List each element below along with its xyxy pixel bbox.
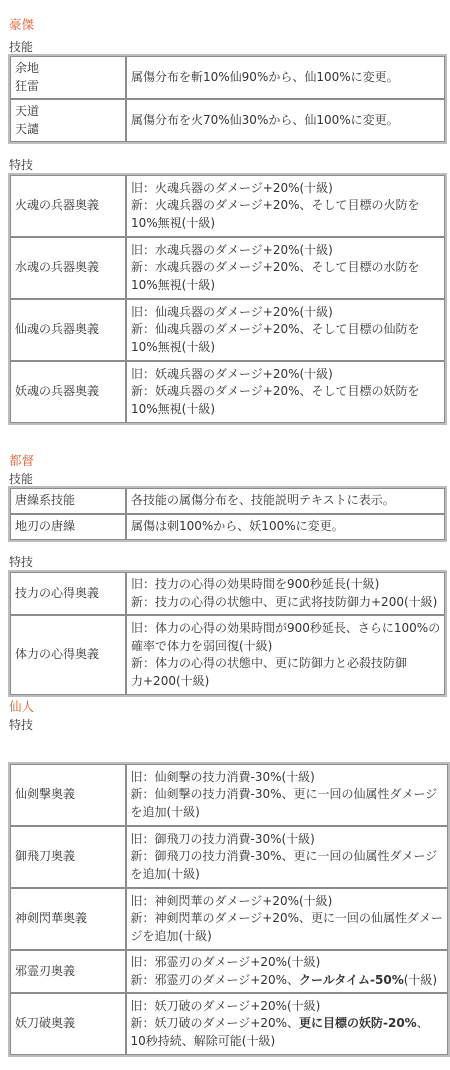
tokugi-desc-cell <box>126 175 445 237</box>
tokugi-table-sennin <box>8 762 450 1057</box>
desc-line-new-cont: 10%無視(十級) <box>131 401 216 416</box>
table-row <box>10 175 445 237</box>
section-title-sennin: 仙人 <box>9 699 35 714</box>
desc-text: (十級) <box>403 972 438 987</box>
table-row <box>10 514 445 540</box>
tokugi-name-cell: 仙剣撃奥義 <box>10 764 126 826</box>
desc-line-old: 旧：邪霊刃のダメージ+20%(十級) <box>130 955 321 969</box>
desc-line-old: 旧：神剣閃華のダメージ+20%(十級) <box>130 893 333 908</box>
desc-line-old: 旧：仙魂兵器のダメージ+20%(十級) <box>131 304 333 319</box>
desc-line-new <box>131 1015 444 1033</box>
tokugi-table-totoku <box>8 570 447 697</box>
subheading-tokugi: 特技 <box>9 158 34 172</box>
tokugi-name-cell: 邪霊刃奥義 <box>10 950 126 993</box>
desc-line-new-cont: 10%無視(十級) <box>131 339 216 354</box>
skill-table-gouketsu <box>8 54 447 144</box>
desc-line-new: 新：仙剣撃の技力消費-30%、更に一回の仙属性ダメージ <box>130 787 438 802</box>
tokugi-desc-cell <box>126 615 445 695</box>
tokugi-name-cell: 御飛刀奥義 <box>10 826 126 888</box>
desc-line-new-cont: 10%無視(十級) <box>131 277 216 292</box>
tokugi-desc-cell <box>126 764 449 826</box>
desc-line-new <box>131 972 444 990</box>
desc-bold-text: 更に目標の妖防-20% <box>299 1016 417 1031</box>
desc-line-new: 新：技力の心得の状態中、更に武将技防御力+200(十級) <box>131 594 438 609</box>
desc-line-old: 旧：妖刀破のダメージ+20%(十級) <box>130 998 321 1013</box>
skill-name-line: 天譴 <box>15 121 40 136</box>
subheading-tokugi: 特技 <box>9 718 34 732</box>
skill-desc-cell <box>126 56 445 99</box>
table-row <box>10 572 445 615</box>
table-row <box>10 488 445 514</box>
skill-desc-cell: 属傷は刺100%から、妖100%に変更。 <box>126 514 445 540</box>
desc-line-old: 旧：妖魂兵器のダメージ+20%(十級) <box>131 366 333 381</box>
skill-desc-cell <box>126 99 445 142</box>
desc-line-new-cont: 力+200(十級) <box>131 673 210 688</box>
desc-line-new: 新：妖魂兵器のダメージ+20%、そして目標の妖防を <box>131 384 420 399</box>
desc-line-new: 新：神剣閃華のダメージ+20%、更に一回の仙属性ダメー <box>130 911 443 926</box>
desc-line-new-cont: 10秒持続、解除可能(十級) <box>130 1033 276 1048</box>
tokugi-name-cell: 火魂の兵器奥義 <box>10 175 126 237</box>
desc-line-old: 旧：水魂兵器のダメージ+20%(十級) <box>131 242 333 257</box>
tokugi-name-cell: 仙魂の兵器奥義 <box>10 299 126 361</box>
tokugi-name-cell: 技力の心得奥義 <box>10 572 126 615</box>
table-row <box>10 888 448 950</box>
table-row <box>10 99 445 142</box>
desc-line-new: 新：火魂兵器のダメージ+20%、そして目標の火防を <box>131 198 420 213</box>
table-row <box>10 950 448 993</box>
subheading-skill: 技能 <box>9 472 34 486</box>
desc-line-new-cont: 10%無視(十級) <box>131 215 216 230</box>
desc-line-new: 新：水魂兵器のダメージ+20%、そして目標の水防を <box>131 260 420 275</box>
skill-name-cell: 唐繰系技能 <box>10 488 126 514</box>
table-row <box>10 237 445 299</box>
skill-name-line: 天道 <box>15 104 40 118</box>
tokugi-name-cell: 神剣閃華奥義 <box>10 888 126 950</box>
tokugi-desc-cell <box>126 826 449 888</box>
desc-text: 、 <box>416 1016 429 1031</box>
section-title-gouketsu: 豪傑 <box>9 17 35 32</box>
tokugi-desc-cell <box>126 572 445 615</box>
subheading-skill: 技能 <box>9 40 34 54</box>
desc-line-new: 新：仙魂兵器のダメージ+20%、そして目標の仙防を <box>131 322 420 337</box>
skill-name-cell: 地刃の唐繰 <box>10 514 126 540</box>
tokugi-table-gouketsu <box>8 173 447 425</box>
desc-line-old: 旧：御飛刀の技力消費-30%(十級) <box>130 831 315 846</box>
skill-name-line: 余地 <box>15 61 40 75</box>
tokugi-name-cell: 妖刀破奥義 <box>10 993 126 1055</box>
section-title-totoku: 都督 <box>9 453 35 468</box>
desc-line-new-cont: を追加(十級) <box>130 804 200 819</box>
table-row <box>10 56 445 99</box>
skill-name-line: 狂雷 <box>15 78 40 93</box>
skill-desc-cell: 各技能の属傷分布を、技能説明テキストに表示。 <box>126 488 445 514</box>
skill-name-cell <box>10 99 126 142</box>
table-row <box>10 299 445 361</box>
desc-line-new-cont: を追加(十級) <box>130 866 200 881</box>
table-row <box>10 993 448 1055</box>
table-row <box>10 764 448 826</box>
tokugi-name-cell: 妖魂の兵器奥義 <box>10 361 126 423</box>
desc-line-new-cont: ジを追加(十級) <box>130 928 212 943</box>
desc-line-old: 旧：火魂兵器のダメージ+20%(十級) <box>131 180 333 195</box>
table-row <box>10 615 445 695</box>
desc-line-new: 新：御飛刀の技力消費-30%、更に一回の仙属性ダメージ <box>130 849 438 864</box>
desc-text: 新：妖刀破のダメージ+20%、 <box>130 1016 299 1031</box>
tokugi-desc-cell <box>126 361 445 423</box>
desc-line-old-cont: 確率で体力を弱回復(十級) <box>131 638 273 653</box>
tokugi-desc-cell <box>126 888 449 950</box>
table-row <box>10 826 448 888</box>
tokugi-name-cell: 体力の心得奥義 <box>10 615 126 695</box>
skill-desc-line: 属傷分布を火70%仙30%から、仙100%に変更。 <box>131 112 399 127</box>
tokugi-name-cell: 水魂の兵器奥義 <box>10 237 126 299</box>
tokugi-desc-cell <box>126 950 449 993</box>
desc-line-old: 旧：仙剣撃の技力消費-30%(十級) <box>130 769 315 784</box>
skill-table-totoku <box>8 486 447 542</box>
tokugi-desc-cell <box>126 237 445 299</box>
desc-line-new: 新：体力の心得の状態中、更に防御力と必殺技防御 <box>131 656 408 670</box>
skill-desc-line: 属傷分布を斬10%仙90%から、仙100%に変更。 <box>131 69 399 84</box>
table-row <box>10 361 445 423</box>
desc-text: 新：邪霊刃のダメージ+20%、 <box>130 972 299 987</box>
tokugi-desc-cell <box>126 299 445 361</box>
desc-line-old: 旧：体力の心得の効果時間が900秒延長、さらに100%の <box>131 621 441 635</box>
desc-line-old: 旧：技力の心得の効果時間を900秒延長(十級) <box>131 577 380 591</box>
skill-name-cell <box>10 56 126 99</box>
desc-bold-text: クールタイム-50% <box>299 972 404 987</box>
tokugi-desc-cell <box>126 993 449 1055</box>
subheading-tokugi: 特技 <box>9 555 34 569</box>
